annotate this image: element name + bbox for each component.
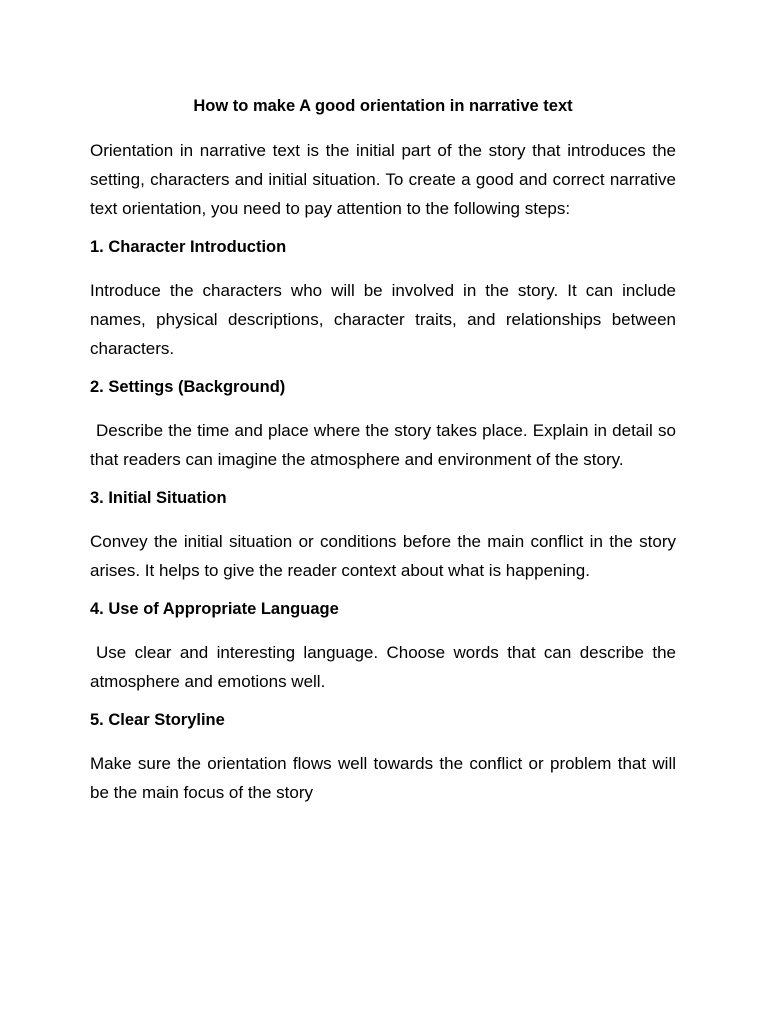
document-title: How to make A good orientation in narrative text bbox=[193, 97, 573, 115]
section-heading-appropriate-language: 4. Use of Appropriate Language bbox=[90, 600, 339, 618]
section-body-clear-storyline: Make sure the orientation flows well towards the conflict or problem that will be the main focus of the story bbox=[90, 754, 676, 802]
intro-paragraph: Orientation in narrative text is the initial part of the story that introduces the setting, characters and initial situation. To create a good and correct narrative text orientation, you need to pay attention to the following steps: bbox=[90, 141, 676, 218]
section-body-settings: Describe the time and place where the story takes place. Explain in detail so that readers can imagine the atmosphere and environment of the story. bbox=[90, 421, 676, 469]
document-content bbox=[90, 94, 676, 819]
section-heading-settings: 2. Settings (Background) bbox=[90, 378, 286, 396]
section-heading-clear-storyline: 5. Clear Storyline bbox=[90, 711, 225, 729]
section-body-initial-situation: Convey the initial situation or conditions before the main conflict in the story arises. It helps to give the reader context about what is happening. bbox=[90, 532, 676, 580]
section-heading-initial-situation: 3. Initial Situation bbox=[90, 489, 227, 507]
section-body-appropriate-language: Use clear and interesting language. Choose words that can describe the atmosphere and emotions well. bbox=[90, 643, 676, 691]
section-heading-character-introduction: 1. Character Introduction bbox=[90, 238, 287, 256]
section-body-character-introduction: Introduce the characters who will be involved in the story. It can include names, physical descriptions, character traits, and relationships between characters. bbox=[90, 281, 676, 358]
